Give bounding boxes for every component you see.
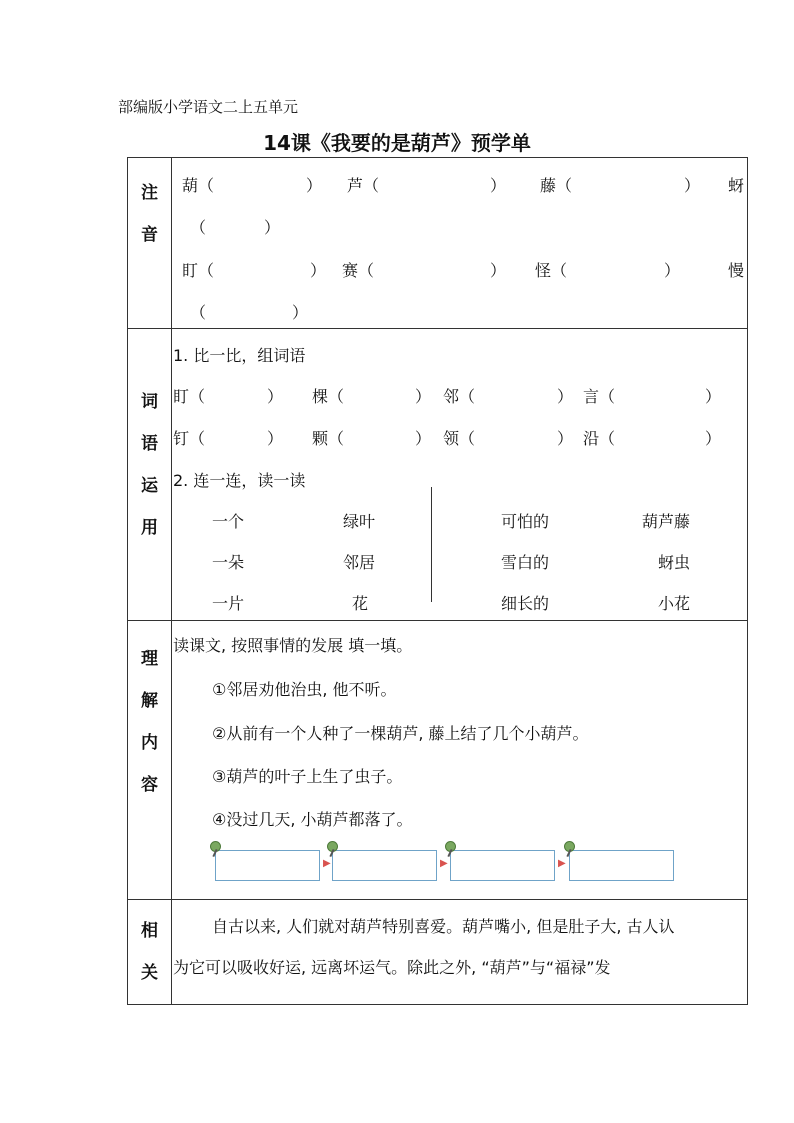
sequence-box-1[interactable] bbox=[215, 850, 320, 881]
related-row bbox=[128, 900, 748, 1005]
phonetic-content bbox=[172, 158, 748, 329]
vocab-label: 词 语 运 用 bbox=[128, 329, 172, 621]
pinyin-prompt-teng: 藤（ bbox=[540, 176, 573, 195]
event-item-2: ②从前有一个人种了一棵葫芦, 藤上结了几个小葫芦。 bbox=[212, 724, 589, 743]
compare-word: 盯（ bbox=[173, 387, 206, 406]
match-right-b: 葫芦藤 bbox=[642, 512, 691, 531]
compare-word: 言（ bbox=[583, 387, 616, 406]
match-right-b: 小花 bbox=[658, 594, 691, 613]
compare-word: 棵（ bbox=[312, 387, 345, 406]
match-left-b: 花 bbox=[352, 594, 369, 613]
bracket-close: ） bbox=[705, 387, 722, 406]
match-left-a: 一片 bbox=[212, 594, 245, 613]
bracket-close: ） bbox=[306, 176, 323, 195]
related-content bbox=[172, 900, 748, 1005]
bracket-close: ） bbox=[557, 387, 574, 406]
related-text-line-1: 自古以来, 人们就对葫芦特别喜爱。葫芦嘴小, 但是肚子大, 古人认 bbox=[212, 917, 675, 936]
phonetic-label: 注 音 bbox=[128, 158, 172, 329]
bracket-close: ） bbox=[292, 303, 309, 322]
bracket-close: ） bbox=[267, 429, 284, 448]
arrow-right-icon: ▶ bbox=[323, 858, 331, 869]
bracket-close: ） bbox=[267, 387, 284, 406]
pinyin-prompt-ding: 盯（ bbox=[182, 261, 215, 280]
pinyin-prompt-lu: 芦（ bbox=[347, 176, 380, 195]
arrow-right-icon: ▶ bbox=[558, 858, 566, 869]
compare-word: 钉（ bbox=[173, 429, 206, 448]
match-left-a: 一朵 bbox=[212, 553, 245, 572]
pushpin-icon bbox=[206, 841, 222, 857]
pushpin-icon bbox=[441, 841, 457, 857]
match-right-a: 细长的 bbox=[501, 594, 550, 613]
comprehension-instruction: 读课文, 按照事情的发展 填一填。 bbox=[173, 636, 413, 655]
pinyin-prompt-man: 慢 bbox=[728, 261, 745, 280]
match-left-a: 一个 bbox=[212, 512, 245, 531]
bracket-close: ） bbox=[310, 261, 327, 280]
comprehension-row bbox=[128, 621, 748, 900]
worksheet-title: 14课《我要的是葫芦》预学单 bbox=[263, 131, 531, 155]
match-right-a: 雪白的 bbox=[501, 553, 550, 572]
pinyin-prompt-ya: 蚜 bbox=[728, 176, 745, 195]
event-item-1: ①邻居劝他治虫, 他不听。 bbox=[212, 680, 397, 699]
sequence-box-2[interactable] bbox=[332, 850, 437, 881]
match-left-b: 绿叶 bbox=[343, 512, 376, 531]
match-right-b: 蚜虫 bbox=[658, 553, 691, 572]
event-item-3: ③葫芦的叶子上生了虫子。 bbox=[212, 767, 403, 786]
arrow-right-icon: ▶ bbox=[440, 858, 448, 869]
phonetic-row bbox=[128, 158, 748, 329]
event-item-4: ④没过几天, 小葫芦都落了。 bbox=[212, 810, 413, 829]
pinyin-prompt-hu: 葫（ bbox=[182, 176, 215, 195]
pushpin-icon bbox=[560, 841, 576, 857]
bracket-close: ） bbox=[490, 261, 507, 280]
bracket-close: ） bbox=[684, 176, 701, 195]
match-divider bbox=[431, 487, 432, 602]
bracket-close: ） bbox=[415, 429, 432, 448]
compare-word: 领（ bbox=[443, 429, 476, 448]
bracket-open: （ bbox=[190, 303, 207, 322]
vocab-content bbox=[172, 329, 748, 621]
sequence-box-3[interactable] bbox=[450, 850, 555, 881]
compare-word: 邻（ bbox=[443, 387, 476, 406]
match-left-b: 邻居 bbox=[343, 553, 376, 572]
related-label: 相 关 bbox=[128, 900, 172, 1005]
match-right-a: 可怕的 bbox=[501, 512, 550, 531]
bracket-close: ） bbox=[264, 218, 281, 237]
vocab-question-1: 1. 比一比，组词语 bbox=[173, 346, 306, 365]
related-text-line-2: 为它可以吸收好运, 远离坏运气。除此之外, “葫芦”与“福禄”发 bbox=[173, 958, 611, 977]
bracket-close: ） bbox=[557, 429, 574, 448]
bracket-close: ） bbox=[490, 176, 507, 195]
compare-word: 沿（ bbox=[583, 429, 616, 448]
compare-word: 颗（ bbox=[312, 429, 345, 448]
vocab-row bbox=[128, 329, 748, 621]
pinyin-prompt-guai: 怪（ bbox=[535, 261, 568, 280]
bracket-close: ） bbox=[415, 387, 432, 406]
comprehension-label: 理 解 内 容 bbox=[128, 621, 172, 900]
sequence-box-4[interactable] bbox=[569, 850, 674, 881]
comprehension-content bbox=[172, 621, 748, 900]
bracket-open: （ bbox=[190, 218, 207, 237]
document-header: 部编版小学语文二上五单元 bbox=[118, 98, 299, 116]
sequence-boxes bbox=[212, 841, 682, 891]
bracket-close: ） bbox=[664, 261, 681, 280]
pushpin-icon bbox=[323, 841, 339, 857]
bracket-close: ） bbox=[705, 429, 722, 448]
worksheet-table bbox=[127, 157, 748, 1005]
vocab-question-2: 2. 连一连，读一读 bbox=[173, 471, 306, 490]
pinyin-prompt-sai: 赛（ bbox=[342, 261, 375, 280]
